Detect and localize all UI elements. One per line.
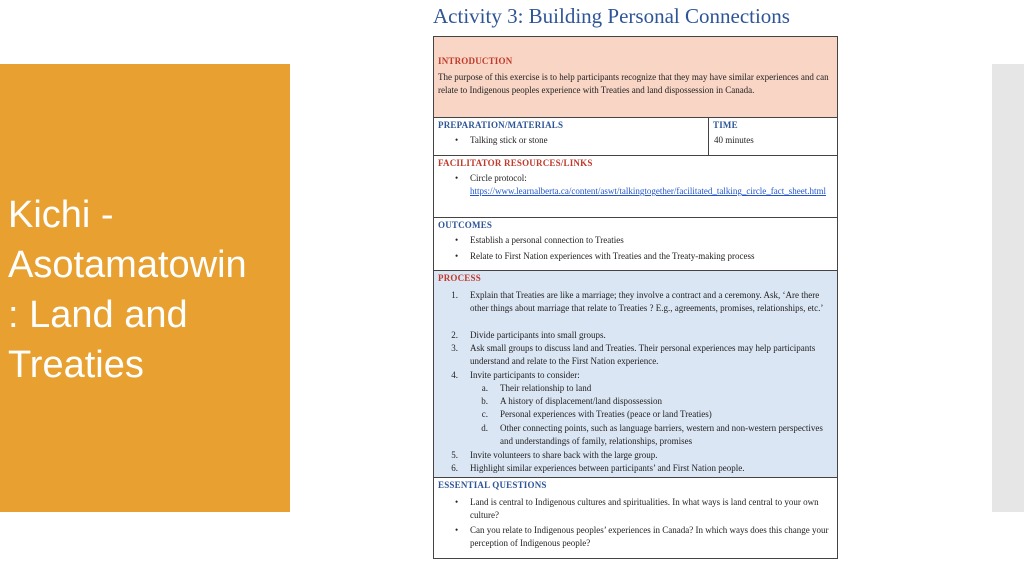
essential-questions-section bbox=[434, 478, 837, 560]
process-substep: Personal experiences with Treaties (peace or land Treaties) bbox=[500, 409, 712, 419]
process-step: Ask small groups to discuss land and Treaties. Their personal experiences may help participants understand and relate to the First Nation experience. bbox=[470, 343, 816, 366]
slide-title-line: : Land and bbox=[8, 294, 188, 336]
process-substep: Other connecting points, such as language barriers, western and non-western perspectives and understandings of family, relationships, promises bbox=[500, 423, 823, 446]
slide-title-line: Kichi - bbox=[8, 194, 114, 236]
outcomes-heading: OUTCOMES bbox=[438, 220, 493, 230]
essential-questions-heading: ESSENTIAL QUESTIONS bbox=[438, 480, 547, 490]
list-item bbox=[470, 172, 831, 198]
process-step: Divide participants into small groups. bbox=[470, 330, 606, 340]
introduction-text: The purpose of this exercise is to help participants recognize that they may have similar experiences and can relate to Indigenous peoples experience with Treaties and land dispossession in Canada. bbox=[438, 72, 829, 95]
time-cell bbox=[709, 118, 837, 155]
preparation-heading: PREPARATION/MATERIALS bbox=[438, 120, 564, 130]
substep-letter: a. bbox=[481, 383, 488, 393]
preparation-row bbox=[434, 118, 837, 156]
list-item: • Can you relate to Indigenous peoples’ experiences in Canada? In which ways does this change your perception of Indigenous people? bbox=[470, 524, 831, 550]
facilitator-heading: FACILITATOR RESOURCES/LINKS bbox=[438, 158, 593, 168]
substep-letter: c. bbox=[481, 409, 488, 419]
substep-letter: b. bbox=[481, 396, 488, 406]
list-item: • Establish a personal connection to Treaties bbox=[470, 234, 831, 247]
process-step: Invite volunteers to share back with the large group. bbox=[470, 450, 658, 460]
activity-table bbox=[433, 36, 838, 559]
step-number: 1. bbox=[451, 290, 458, 300]
process-substep: A history of displacement/land dispossession bbox=[500, 396, 662, 406]
slide-title-line: Treaties bbox=[8, 344, 144, 386]
circle-protocol-label: Circle protocol: bbox=[470, 173, 527, 183]
circle-protocol-link[interactable]: https://www.learnalberta.ca/content/aswt/talkingtogether/facilitated_talking_circle_fact_sheet.html bbox=[470, 186, 827, 196]
right-decorative-bar bbox=[992, 64, 1024, 512]
outcomes-section bbox=[434, 218, 837, 271]
step-number: 5. bbox=[451, 450, 458, 460]
introduction-heading: INTRODUCTION bbox=[438, 56, 513, 66]
introduction-section bbox=[434, 37, 837, 118]
list-item: • Relate to First Nation experiences with Treaties and the Treaty-making process bbox=[470, 250, 831, 263]
time-heading: TIME bbox=[713, 120, 738, 130]
step-number: 3. bbox=[451, 343, 458, 353]
list-item: • Talking stick or stone bbox=[470, 134, 702, 147]
time-value: 40 minutes bbox=[714, 135, 754, 145]
process-step: Invite participants to consider: bbox=[470, 370, 580, 380]
step-number: 6. bbox=[451, 463, 458, 473]
list-item: • Land is central to Indigenous cultures and spiritualities. In what ways is land central to your own culture? bbox=[470, 496, 831, 522]
substep-letter: d. bbox=[481, 423, 488, 433]
process-section bbox=[434, 271, 837, 478]
slide-title-line: Asotamatowin bbox=[8, 244, 247, 286]
step-number: 2. bbox=[451, 330, 458, 340]
process-substep: Their relationship to land bbox=[500, 383, 592, 393]
process-step: Highlight similar experiences between participants’ and First Nation people. bbox=[470, 463, 745, 473]
step-number: 4. bbox=[451, 370, 458, 380]
process-heading: PROCESS bbox=[438, 273, 481, 283]
process-step: Explain that Treaties are like a marriage; they involve a contract and a ceremony. Ask, ‘Are there other things about marriage that relate to Treaties ? E.g., agreements, promises, relationships, etc.’ bbox=[470, 290, 824, 313]
preparation-cell bbox=[434, 118, 709, 155]
slide-title bbox=[8, 190, 290, 390]
activity-title: Activity 3: Building Personal Connections bbox=[433, 4, 790, 28]
facilitator-section bbox=[434, 156, 837, 218]
